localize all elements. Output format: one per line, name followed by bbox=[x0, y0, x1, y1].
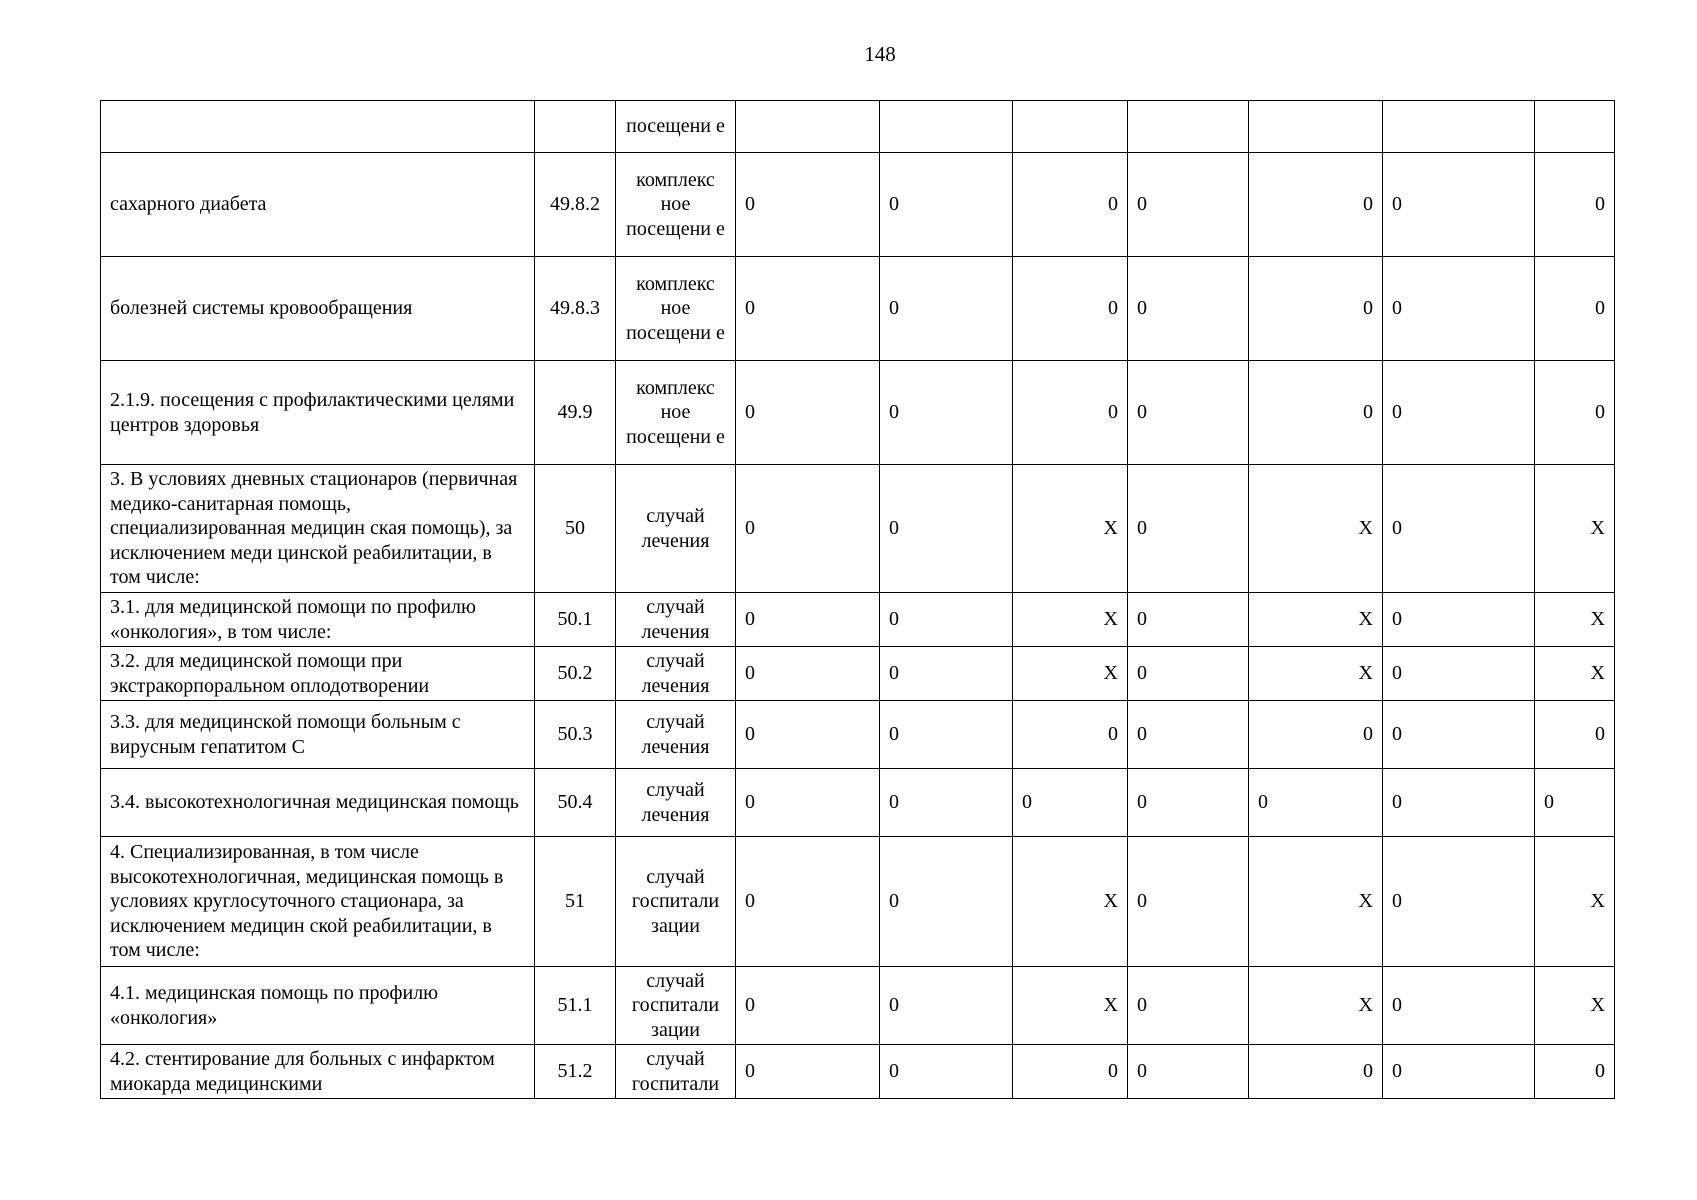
page-number: 148 bbox=[864, 42, 896, 66]
value-cell-6: 0 bbox=[1383, 837, 1535, 967]
value-cell-4: 0 bbox=[1128, 465, 1249, 593]
value-cell-3: 0 bbox=[1013, 257, 1128, 361]
value-cell-6: 0 bbox=[1383, 361, 1535, 465]
table-row bbox=[101, 647, 1615, 701]
value-cell-5: Х bbox=[1249, 967, 1383, 1045]
value-cell-1: 0 bbox=[736, 769, 880, 837]
row-code-cell bbox=[535, 101, 616, 153]
row-unit-cell: комплекс ное посещени е bbox=[616, 153, 736, 257]
value-cell-7: 0 bbox=[1535, 153, 1615, 257]
value-cell-3 bbox=[1013, 101, 1128, 153]
value-cell-2: 0 bbox=[880, 1045, 1013, 1099]
row-code-cell: 50 bbox=[535, 465, 616, 593]
row-name-cell: болезней системы кровообращения bbox=[101, 257, 535, 361]
value-cell-2: 0 bbox=[880, 257, 1013, 361]
row-unit-cell: случай лечения bbox=[616, 465, 736, 593]
value-cell-3: Х bbox=[1013, 837, 1128, 967]
value-cell-7: 0 bbox=[1535, 361, 1615, 465]
value-cell-6: 0 bbox=[1383, 701, 1535, 769]
value-cell-7 bbox=[1535, 101, 1615, 153]
value-cell-2: 0 bbox=[880, 967, 1013, 1045]
row-name-cell: 3. В условиях дневных стационаров (первичная медико-санитарная помощь, специализированная медицин ская помощь), за исключением меди цинской реабилитации, в том числе: bbox=[101, 465, 535, 593]
value-cell-5: 0 bbox=[1249, 769, 1383, 837]
table-row bbox=[101, 361, 1615, 465]
value-cell-4: 0 bbox=[1128, 593, 1249, 647]
row-name-cell: 4.1. медицинская помощь по профилю «онкология» bbox=[101, 967, 535, 1045]
row-unit-cell: комплекс ное посещени е bbox=[616, 361, 736, 465]
row-code-cell: 51.1 bbox=[535, 967, 616, 1045]
value-cell-6 bbox=[1383, 101, 1535, 153]
value-cell-6: 0 bbox=[1383, 257, 1535, 361]
value-cell-3: Х bbox=[1013, 465, 1128, 593]
row-name-cell: 3.3. для медицинской помощи больным с вирусным гепатитом С bbox=[101, 701, 535, 769]
value-cell-2: 0 bbox=[880, 769, 1013, 837]
value-cell-6: 0 bbox=[1383, 465, 1535, 593]
value-cell-7: Х bbox=[1535, 967, 1615, 1045]
value-cell-5: 0 bbox=[1249, 361, 1383, 465]
value-cell-5: 0 bbox=[1249, 153, 1383, 257]
row-code-cell: 49.8.3 bbox=[535, 257, 616, 361]
row-unit-cell: случай лечения bbox=[616, 769, 736, 837]
value-cell-5: Х bbox=[1249, 593, 1383, 647]
value-cell-6: 0 bbox=[1383, 1045, 1535, 1099]
value-cell-4: 0 bbox=[1128, 769, 1249, 837]
value-cell-7: Х bbox=[1535, 593, 1615, 647]
row-code-cell: 49.9 bbox=[535, 361, 616, 465]
value-cell-6: 0 bbox=[1383, 647, 1535, 701]
row-name-cell: 3.2. для медицинской помощи при экстракорпоральном оплодотворении bbox=[101, 647, 535, 701]
value-cell-2: 0 bbox=[880, 701, 1013, 769]
value-cell-7: Х bbox=[1535, 647, 1615, 701]
value-cell-1: 0 bbox=[736, 465, 880, 593]
row-unit-cell: случай госпитали зации bbox=[616, 967, 736, 1045]
value-cell-3: Х bbox=[1013, 593, 1128, 647]
value-cell-7: Х bbox=[1535, 465, 1615, 593]
value-cell-2: 0 bbox=[880, 647, 1013, 701]
value-cell-1: 0 bbox=[736, 967, 880, 1045]
value-cell-4: 0 bbox=[1128, 967, 1249, 1045]
value-cell-5: 0 bbox=[1249, 701, 1383, 769]
value-cell-2: 0 bbox=[880, 361, 1013, 465]
value-cell-6: 0 bbox=[1383, 153, 1535, 257]
table-row bbox=[101, 967, 1615, 1045]
row-code-cell: 50.4 bbox=[535, 769, 616, 837]
value-cell-5 bbox=[1249, 101, 1383, 153]
row-name-cell: 2.1.9. посещения с профилактическими целями центров здоровья bbox=[101, 361, 535, 465]
value-cell-1: 0 bbox=[736, 1045, 880, 1099]
value-cell-4: 0 bbox=[1128, 153, 1249, 257]
row-unit-cell: случай лечения bbox=[616, 701, 736, 769]
table-row bbox=[101, 257, 1615, 361]
value-cell-1: 0 bbox=[736, 647, 880, 701]
row-code-cell: 50.2 bbox=[535, 647, 616, 701]
row-name-cell bbox=[101, 101, 535, 153]
value-cell-3: 0 bbox=[1013, 1045, 1128, 1099]
value-cell-6: 0 bbox=[1383, 769, 1535, 837]
value-cell-1: 0 bbox=[736, 361, 880, 465]
value-cell-2: 0 bbox=[880, 465, 1013, 593]
value-cell-2 bbox=[880, 101, 1013, 153]
value-cell-7: 0 bbox=[1535, 769, 1615, 837]
table-row bbox=[101, 153, 1615, 257]
row-code-cell: 50.3 bbox=[535, 701, 616, 769]
value-cell-7: Х bbox=[1535, 837, 1615, 967]
value-cell-7: 0 bbox=[1535, 257, 1615, 361]
value-cell-4: 0 bbox=[1128, 361, 1249, 465]
value-cell-5: 0 bbox=[1249, 257, 1383, 361]
row-unit-cell: случай лечения bbox=[616, 647, 736, 701]
value-cell-7: 0 bbox=[1535, 1045, 1615, 1099]
row-unit-cell: случай госпитали зации bbox=[616, 837, 736, 967]
table-row bbox=[101, 1045, 1615, 1099]
value-cell-3: 0 bbox=[1013, 153, 1128, 257]
value-cell-1 bbox=[736, 101, 880, 153]
value-cell-5: Х bbox=[1249, 647, 1383, 701]
row-name-cell: 3.4. высокотехнологичная медицинская помощь bbox=[101, 769, 535, 837]
row-code-cell: 49.8.2 bbox=[535, 153, 616, 257]
value-cell-6: 0 bbox=[1383, 593, 1535, 647]
value-cell-7: 0 bbox=[1535, 701, 1615, 769]
row-unit-cell: случай лечения bbox=[616, 593, 736, 647]
data-table bbox=[100, 100, 1615, 1099]
value-cell-5: 0 bbox=[1249, 1045, 1383, 1099]
row-name-cell: 4. Специализированная, в том числе высокотехнологичная, медицинская помощь в условиях круглосуточного стационара, за исключением медицин ской реабилитации, в том числе: bbox=[101, 837, 535, 967]
value-cell-4 bbox=[1128, 101, 1249, 153]
row-unit-cell: комплекс ное посещени е bbox=[616, 257, 736, 361]
table-row bbox=[101, 769, 1615, 837]
row-code-cell: 51 bbox=[535, 837, 616, 967]
value-cell-4: 0 bbox=[1128, 701, 1249, 769]
table-row bbox=[101, 101, 1615, 153]
value-cell-3: Х bbox=[1013, 647, 1128, 701]
row-name-cell: 4.2. стентирование для больных с инфарктом миокарда медицинскими bbox=[101, 1045, 535, 1099]
value-cell-6: 0 bbox=[1383, 967, 1535, 1045]
value-cell-4: 0 bbox=[1128, 647, 1249, 701]
table-row bbox=[101, 837, 1615, 967]
value-cell-1: 0 bbox=[736, 837, 880, 967]
value-cell-3: Х bbox=[1013, 967, 1128, 1045]
value-cell-4: 0 bbox=[1128, 257, 1249, 361]
row-unit-cell: посещени е bbox=[616, 101, 736, 153]
value-cell-2: 0 bbox=[880, 153, 1013, 257]
value-cell-1: 0 bbox=[736, 153, 880, 257]
value-cell-3: 0 bbox=[1013, 701, 1128, 769]
table-row bbox=[101, 465, 1615, 593]
table-row bbox=[101, 701, 1615, 769]
value-cell-2: 0 bbox=[880, 837, 1013, 967]
value-cell-5: Х bbox=[1249, 837, 1383, 967]
value-cell-1: 0 bbox=[736, 593, 880, 647]
table-row bbox=[101, 593, 1615, 647]
value-cell-2: 0 bbox=[880, 593, 1013, 647]
row-code-cell: 51.2 bbox=[535, 1045, 616, 1099]
value-cell-4: 0 bbox=[1128, 1045, 1249, 1099]
value-cell-3: 0 bbox=[1013, 361, 1128, 465]
row-unit-cell: случай госпитали bbox=[616, 1045, 736, 1099]
row-name-cell: сахарного диабета bbox=[101, 153, 535, 257]
value-cell-4: 0 bbox=[1128, 837, 1249, 967]
value-cell-3: 0 bbox=[1013, 769, 1128, 837]
value-cell-1: 0 bbox=[736, 701, 880, 769]
value-cell-5: Х bbox=[1249, 465, 1383, 593]
row-code-cell: 50.1 bbox=[535, 593, 616, 647]
row-name-cell: 3.1. для медицинской помощи по профилю «онкология», в том числе: bbox=[101, 593, 535, 647]
value-cell-1: 0 bbox=[736, 257, 880, 361]
